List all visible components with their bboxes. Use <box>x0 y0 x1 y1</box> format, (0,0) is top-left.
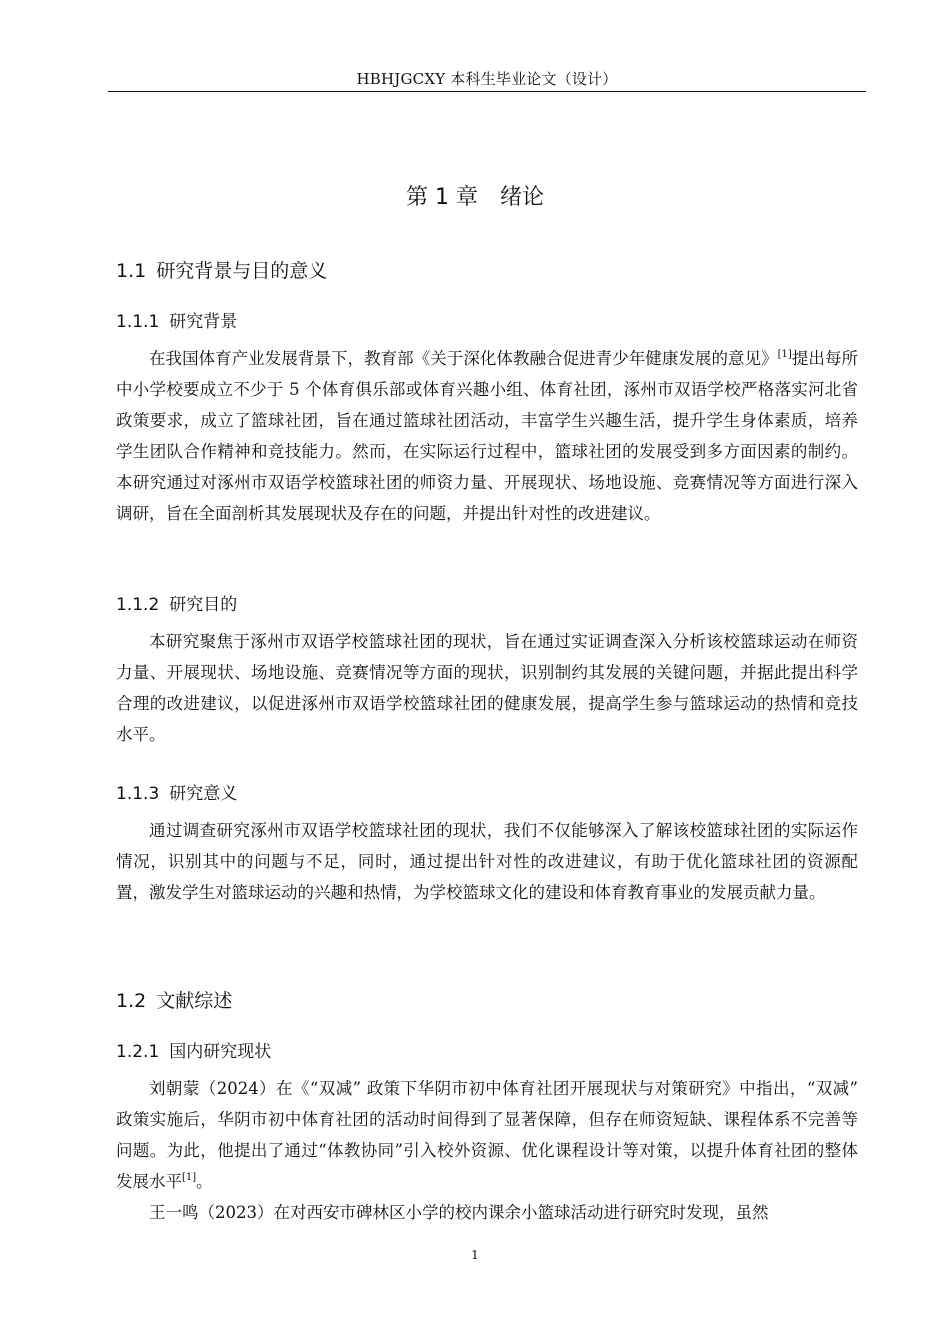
subsection-title: 研究背景 <box>169 312 238 332</box>
subsection-title: 研究目的 <box>169 595 238 615</box>
citation-ref: [1] <box>777 349 792 360</box>
paragraph-text: 刘朝蒙（2024）在《“双减” 政策下华阴市初中体育社团开展现状与对策研究》中指出，“双减” 政策实施后，华阴市初中体育社团的活动时间得到了显著保障，但存在师资短缺、课程体系不完善等问题。为此，他提出了通过“体教协同”引入校外资源、优化课程设计等对策，以提升体育社团的整体发展水平 <box>116 1079 858 1191</box>
subsection-heading-1-1-2 <box>116 590 237 615</box>
subsection-number: 1.1.1 <box>116 312 160 332</box>
running-header: HBHJGCXY 本科生毕业论文（设计） <box>356 70 618 88</box>
paragraph-research-purpose: 本研究聚焦于涿州市双语学校篮球社团的现状，旨在通过实证调查深入分析该校篮球运动在师资力量、开展现状、场地设施、竞赛情况等方面的现状，识别制约其发展的关键问题，并据此提出科学合理的改进建议，以促进涿州市双语学校篮球社团的健康发展，提高学生参与篮球运动的热情和竞技水平。 <box>116 632 858 744</box>
section-heading-1-2 <box>116 986 232 1013</box>
paragraph-text: 在我国体育产业发展背景下，教育部《关于深化体教融合促进青少年健康发展的意见》 <box>149 349 778 368</box>
chapter-title <box>0 180 950 211</box>
page-number: 1 <box>471 1248 479 1262</box>
chapter-number: 第 1 章 <box>406 185 478 210</box>
section-number: 1.1 <box>116 260 147 282</box>
section-number: 1.2 <box>116 990 147 1012</box>
paragraph-domestic-study-2: 王一鸣（2023）在对西安市碑林区小学的校内课余小篮球活动进行研究时发现，虽然 <box>149 1203 769 1222</box>
subsection-heading-1-1-3 <box>116 779 237 804</box>
paragraph-domestic-study-1 <box>116 1073 858 1197</box>
paragraph-text: 提出每所中小学校要成立不少于 5 个体育俱乐部或体育兴趣小组、体育社团，涿州市双语学校严格落实河北省政策要求，成立了篮球社团，旨在通过篮球社团活动，丰富学生兴趣生活，提升学生身体素质，培养学生团队合作精神和竞技能力。然而，在实际运行过程中，篮球社团的发展受到多方面因素的制约。本研究通过对涿州市双语学校篮球社团的师资力量、开展现状、场地设施、竞赛情况等方面进行深入调研，旨在全面剖析其发展现状及存在的问题，并提出针对性的改进建议。 <box>116 349 859 523</box>
citation-ref: [1] <box>182 1172 197 1183</box>
subsection-heading-1-1-1 <box>116 307 237 332</box>
subsection-number: 1.2.1 <box>116 1042 160 1062</box>
subsection-title: 国内研究现状 <box>169 1042 272 1062</box>
section-title: 文献综述 <box>156 990 233 1012</box>
section-title: 研究背景与目的意义 <box>156 260 328 282</box>
chapter-name: 绪论 <box>499 185 544 210</box>
subsection-number: 1.1.2 <box>116 595 160 615</box>
subsection-number: 1.1.3 <box>116 784 160 804</box>
subsection-title: 研究意义 <box>169 784 238 804</box>
paragraph-research-background <box>116 343 858 529</box>
section-heading-1-1 <box>116 256 327 283</box>
subsection-heading-1-2-1 <box>116 1037 271 1062</box>
header-rule <box>108 91 866 92</box>
paragraph-research-significance: 通过调查研究涿州市双语学校篮球社团的现状，我们不仅能够深入了解该校篮球社团的实际运作情况，识别其中的问题与不足，同时，通过提出针对性的改进建议，有助于优化篮球社团的资源配置，激发学生对篮球运动的兴趣和热情，为学校篮球文化的建设和体育教育事业的发展贡献力量。 <box>116 821 858 902</box>
paragraph-text: 。 <box>196 1172 213 1191</box>
